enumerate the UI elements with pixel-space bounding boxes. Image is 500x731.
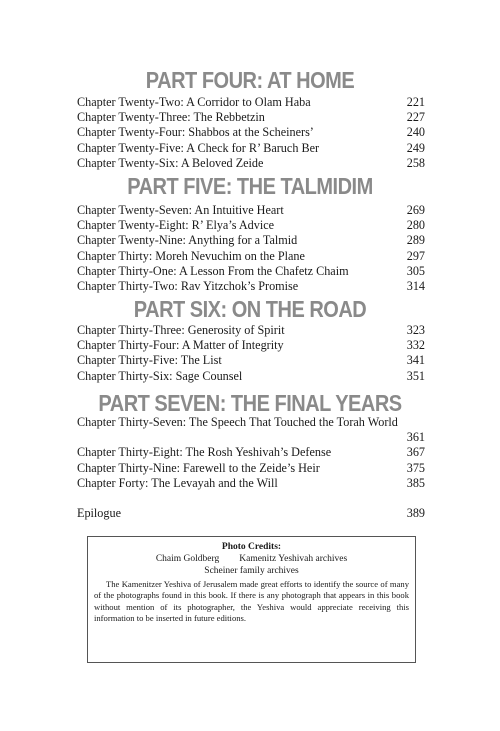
toc-entry-page: 351: [406, 368, 425, 383]
photo-credits-note: The Kamenitzer Yeshiva of Jerusalem made great efforts to identify the source of many of the photographs found in this book. If there is any photograph that appears in this book without mention of its photographer, the Yeshiva would appreciate receiving this information to be inserted in future editions.: [94, 579, 409, 624]
toc-entry-title: Chapter Thirty: Moreh Nevuchim on the Plane: [77, 248, 305, 263]
toc-entry-title: Chapter Forty: The Levayah and the Will: [77, 475, 278, 490]
toc-entry-page: 297: [406, 248, 425, 263]
part-seven-list: [77, 415, 425, 491]
toc-entry: [77, 249, 425, 264]
toc-entry-title: Chapter Thirty-Five: The List: [77, 353, 222, 368]
toc-entry: [77, 156, 425, 171]
toc-entry-page: 375: [406, 460, 425, 475]
toc-entry: [77, 125, 425, 140]
part-five-heading: PART FIVE: THE TALMIDIM: [127, 174, 373, 200]
toc-entry: [77, 203, 425, 218]
toc-entry-page: 269: [406, 203, 425, 217]
toc-entry: [77, 369, 425, 384]
toc-entry-title: Chapter Twenty-Four: Shabbos at the Scheiners’: [77, 125, 314, 140]
toc-entry-page: 280: [406, 218, 425, 233]
epilogue-list: [77, 506, 425, 521]
toc-entry-title: Chapter Twenty-Three: The Rebbetzin: [77, 110, 265, 125]
toc-entry-page: 258: [406, 155, 425, 170]
toc-entry: [77, 279, 425, 294]
toc-entry: [77, 476, 425, 491]
toc-entry-page: 385: [406, 475, 425, 490]
toc-entry-page: 323: [406, 323, 425, 337]
credit-name: Kamenitz Yeshivah archives: [239, 554, 348, 564]
photo-credits-title: Photo Credits:: [221, 542, 282, 552]
toc-entry: [77, 110, 425, 125]
toc-entry-title: Chapter Twenty-Seven: An Intuitive Heart: [77, 203, 284, 217]
part-six-heading: PART SIX: ON THE ROAD: [133, 297, 367, 323]
photo-credits-line-2: Scheiner family archives: [204, 566, 299, 576]
toc-entry-page: 249: [406, 140, 425, 155]
toc-entry-title: Chapter Thirty-Four: A Matter of Integrity: [77, 338, 284, 353]
toc-entry: [77, 461, 425, 476]
part-four-heading: PART FOUR: AT HOME: [145, 68, 355, 94]
part-four-list: [77, 95, 425, 171]
part-seven-heading: PART SEVEN: THE FINAL YEARS: [98, 391, 402, 417]
toc-entry-title: Chapter Twenty-Six: A Beloved Zeide: [77, 155, 264, 170]
toc-entry: [77, 264, 425, 279]
toc-entry-title: Chapter Thirty-Seven: The Speech That Touched the Torah World: [77, 415, 398, 429]
toc-entry-page: 341: [406, 353, 425, 368]
toc-entry: [77, 353, 425, 368]
toc-entry-title: Chapter Twenty-Five: A Check for R’ Baruch Ber: [77, 140, 320, 155]
toc-entry: [77, 95, 425, 110]
toc-entry-page: 367: [406, 445, 425, 460]
toc-entry-title: Chapter Thirty-Eight: The Rosh Yeshivah’s Defense: [77, 445, 332, 460]
toc-entry-page: 389: [406, 506, 425, 520]
toc-entry-title: Chapter Twenty-Eight: R’ Elya’s Advice: [77, 218, 275, 233]
part-six-list: [77, 323, 425, 384]
toc-entry-page: 240: [406, 125, 425, 140]
toc-entry: [77, 445, 425, 460]
toc-entry-page: 289: [406, 233, 425, 248]
photo-credits-line-1: [94, 553, 409, 565]
toc-entry-title: Chapter Thirty-One: A Lesson From the Chafetz Chaim: [77, 263, 349, 278]
toc-entry-title: Chapter Thirty-Three: Generosity of Spirit: [77, 323, 285, 337]
toc-entry-page: 314: [406, 278, 425, 293]
toc-entry: [77, 323, 425, 338]
toc-entry-title: Chapter Twenty-Nine: Anything for a Talmid: [77, 233, 298, 248]
toc-entry-page: 221: [406, 95, 425, 109]
toc-entry-title: Chapter Thirty-Nine: Farewell to the Zeide’s Heir: [77, 460, 320, 475]
toc-entry-title: Chapter Thirty-Six: Sage Counsel: [77, 368, 243, 383]
toc-entry-title: Chapter Twenty-Two: A Corridor to Olam Haba: [77, 95, 311, 109]
toc-entry-page: 227: [406, 110, 425, 125]
toc-entry: [77, 233, 425, 248]
credit-name: Chaim Goldberg: [155, 554, 220, 564]
photo-credits-box: [87, 536, 416, 663]
toc-entry-title: Chapter Thirty-Two: Rav Yitzchok’s Promise: [77, 278, 299, 293]
photo-credits-content: [94, 541, 409, 625]
toc-entry: [77, 141, 425, 156]
toc-entry-title: Epilogue: [77, 506, 122, 520]
toc-entry: [77, 218, 425, 233]
toc-entry-epilogue: [77, 506, 425, 521]
toc-entry-page: 332: [406, 338, 425, 353]
toc-entry: [77, 415, 425, 445]
toc-entry: [77, 338, 425, 353]
toc-entry-page: 305: [406, 263, 425, 278]
toc-entry-page: 361: [406, 430, 425, 445]
part-five-list: [77, 203, 425, 294]
